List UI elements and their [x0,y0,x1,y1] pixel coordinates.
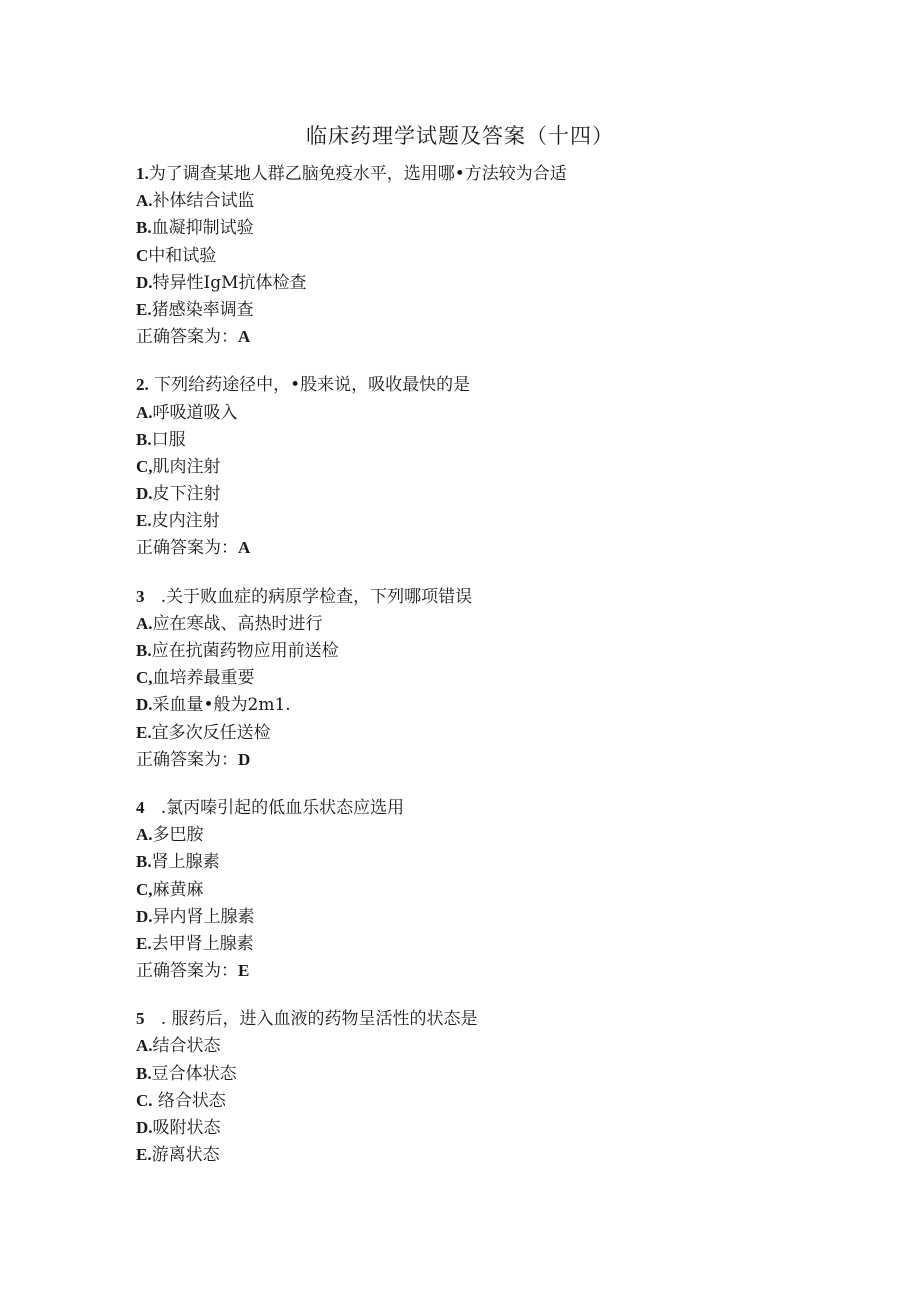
option-key: C, [136,668,153,688]
option-b [136,426,836,453]
option-text: 异内肾上腺素 [152,906,255,927]
option-d [136,691,836,718]
option-text: 采血量•般为2m1. [152,695,291,716]
option-text: 肌肉注射 [152,456,221,477]
option-key: D. [136,906,153,926]
answer-line [136,957,836,984]
option-d [136,1114,836,1141]
question-text: . 服药后，进入血液的药物呈活性的状态是 [144,1009,478,1030]
document-title: 临床药理学试题及答案（十四） [306,124,614,148]
question-number: 3 [136,586,145,606]
question-number: 2. [136,375,149,395]
option-key: A. [136,402,153,422]
option-d [136,269,836,296]
option-key: E. [136,722,152,742]
option-c [136,664,836,691]
option-text: 皮下注射 [152,484,221,505]
option-key: B. [136,1063,152,1083]
option-key: E. [136,1145,152,1165]
option-text: 血培养最重要 [152,668,255,689]
option-text: 口服 [151,429,186,450]
option-text: 补体结合试监 [152,191,255,212]
option-key: D. [136,1118,153,1137]
option-key: E. [136,299,152,319]
answer-value: A [238,327,251,347]
question-text: .氯丙嗪引起的低血乐状态应选用 [144,797,405,818]
option-text: 吸附状态 [152,1118,221,1138]
option-e [136,296,836,323]
option-text: 呼吸道吸入 [152,402,238,423]
question-text: 为了调查某地人群乙脑免疫水平，选用哪•方法较为合适 [148,164,567,184]
question-stem [136,1005,836,1032]
option-e [136,930,836,957]
option-b [136,1060,836,1087]
question-5 [136,1005,836,1168]
answer-line [136,534,836,561]
option-text: 络合状态 [152,1090,226,1111]
option-key: B. [136,429,152,449]
option-d [136,903,836,930]
option-text: 多巴胺 [152,825,204,846]
option-key: E. [136,511,152,531]
option-a [136,187,836,214]
question-stem [136,371,836,398]
option-text: 皮内注射 [151,511,220,532]
option-text: 血凝抑制试验 [151,218,254,239]
option-key: E. [136,933,152,953]
option-c [136,876,836,903]
answer-label: 正确答案为： [136,327,238,348]
option-text: 肾上腺素 [151,852,220,873]
question-stem [136,160,836,187]
option-a [136,610,836,637]
option-key: A. [136,191,153,211]
option-b [136,637,836,664]
option-key: C, [136,879,153,899]
option-d [136,480,836,507]
option-key: B. [136,641,152,660]
option-text: 特异性IgM抗体检查 [152,272,307,293]
option-text: 中和试验 [148,245,217,266]
option-text: 应在寒战、高热时进行 [152,613,323,634]
option-text: 游离状态 [151,1145,220,1166]
option-a [136,1032,836,1059]
answer-line [136,323,836,350]
answer-value: D [238,749,251,769]
question-number: 1. [136,164,149,183]
option-c [136,453,836,480]
answer-label: 正确答案为： [136,538,238,559]
answer-label: 正确答案为： [136,961,238,982]
option-a [136,399,836,426]
option-text: 麻黄麻 [152,879,204,900]
answer-value: A [238,538,251,558]
answer-value: E [238,961,250,981]
option-e [136,1141,836,1168]
option-b [136,214,836,241]
option-c [136,1087,836,1114]
question-3 [136,583,836,773]
question-number: 4 [136,797,145,817]
option-a [136,821,836,848]
question-stem [136,794,836,821]
option-key: D. [136,272,153,292]
question-text: .关于败血症的病原学检查，下列哪项错误 [144,586,473,607]
option-text: 宜多次反任送检 [151,722,271,743]
answer-label: 正确答案为： [136,749,238,770]
option-key: A. [136,1036,153,1056]
option-key: D. [136,695,153,715]
question-list [136,160,836,1189]
question-text: 下列给药途径中，•股来说，吸收最快的是 [148,375,471,396]
question-1 [136,160,836,350]
option-key: C [136,245,149,265]
option-b [136,848,836,875]
question-number: 5 [136,1009,145,1029]
option-key: B. [136,218,152,238]
option-key: D. [136,484,153,504]
option-text: 应在抗菌药物应用前送检 [151,641,339,661]
option-c [136,242,836,269]
option-key: A. [136,613,153,633]
answer-line [136,746,836,773]
option-text: 猪感染率调查 [151,299,254,320]
question-4 [136,794,836,984]
option-key: A. [136,825,153,845]
option-text: 豆合体状态 [151,1063,237,1084]
option-text: 结合状态 [152,1036,221,1057]
option-e [136,507,836,534]
option-e [136,719,836,746]
question-stem [136,583,836,610]
option-text: 去甲肾上腺素 [151,933,254,954]
option-key: C. [136,1090,153,1110]
option-key: C, [136,456,153,476]
option-key: B. [136,852,152,872]
question-2 [136,371,836,561]
